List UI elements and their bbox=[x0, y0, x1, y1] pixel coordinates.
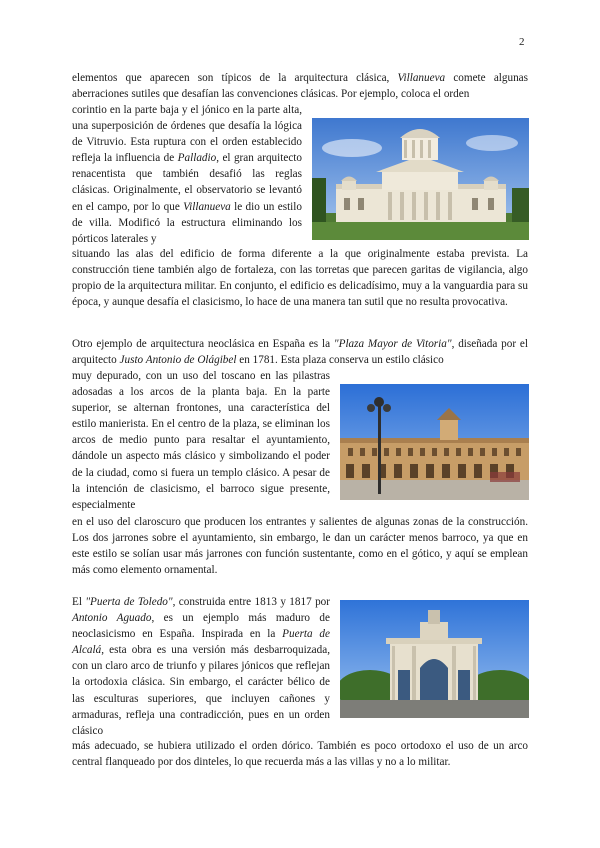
paragraph-2-intro: Otro ejemplo de arquitectura neoclásica en España es la "Plaza Mayor de Vitoria", diseñada por el arquitecto Justo Antonio de Olágibel en 1781. Esta plaza conserva un estilo clásico bbox=[72, 338, 528, 367]
paragraph-3-tail: más adecuado, se hubiera utilizado el orden dórico. También es poco ortodoxo el uso de un arco central flanqueado por dos dinteles, lo que recuerda más a las villas y no a lo militar. bbox=[72, 740, 528, 769]
paragraph-1-tail: situando las alas del edificio de forma diferente a la que originalmente estaba prevista. La construcción tiene también algo de fortaleza, con las torretas que parecen garitas de vigilancia, algo propio de la arquitectura militar. En conjunto, el edificio es delicadísimo, muy a la vanguardia para su época, y aunque desafía el clasicismo, lo hace de una manera tan sutil que no resulta provocativa. bbox=[72, 248, 528, 309]
puerta-toledo-photo bbox=[340, 600, 529, 718]
paragraph-1-intro: elementos que aparecen son típicos de la arquitectura clásica, Villanueva comete algunas aberraciones sutiles que desafían las convenciones clásicas. Por ejemplo, coloca el orden bbox=[72, 72, 528, 101]
plaza-vitoria-photo bbox=[340, 384, 529, 500]
observatory-photo bbox=[312, 118, 529, 240]
paragraph-2-side: muy depurado, con un uso del toscano en las pilastras adosadas a los arcos de la planta baja. En la parte superior, se alternan frontones, una característica del estilo manierista. En el centro de la plaza, se eliminan los arcos de medio punto para resaltar el ayuntamiento, dándole un aspecto más clásico y simbolizando el poder de la ciudad, como si fuera un templo clásico. A pesar de la intención de clasicismo, el barroco sigue presente, especialmente bbox=[72, 370, 330, 511]
page-number: 2 bbox=[519, 36, 525, 48]
paragraph-3-side: El "Puerta de Toledo", construida entre 1813 y 1817 por Antonio Aguado, es un ejemplo más maduro de neoclasicismo en España. Inspirada en la Puerta de Alcalá, esta obra es una versión más desbarroquizada, con un claro arco de triunfo y pilares jónicos que reflejan la ortodoxia clásica. Sin embargo, el carácter bélico de las esculturas superiores, que incluyen cañones y armaduras, refleja una contradicción, pues en un orden clásico bbox=[72, 596, 330, 737]
paragraph-2-tail: en el uso del claroscuro que producen los entrantes y salientes de algunas zonas de la construcción. Los dos jarrones sobre el ayuntamiento, sin embargo, le dan un carácter menos barroco, ya que en este estilo se solían usar más jarrones con función sustentante, como en el gótico, y aquí se emplean más como elemento ornamental. bbox=[72, 516, 528, 577]
paragraph-1-side: corintio en la parte baja y el jónico en la parte alta, una superposición de órdenes que desafía la lógica de Vitruvio. Esta ruptura con el orden establecido refleja la influencia de Palladio, el gran arquitecto renacentista que también desafió las reglas clásicas. Originalmente, el observatorio se levantó en el campo, por lo que Villanueva le dio un estilo de villa. Modificó la estructura eliminando los pórticos laterales y bbox=[72, 104, 302, 245]
